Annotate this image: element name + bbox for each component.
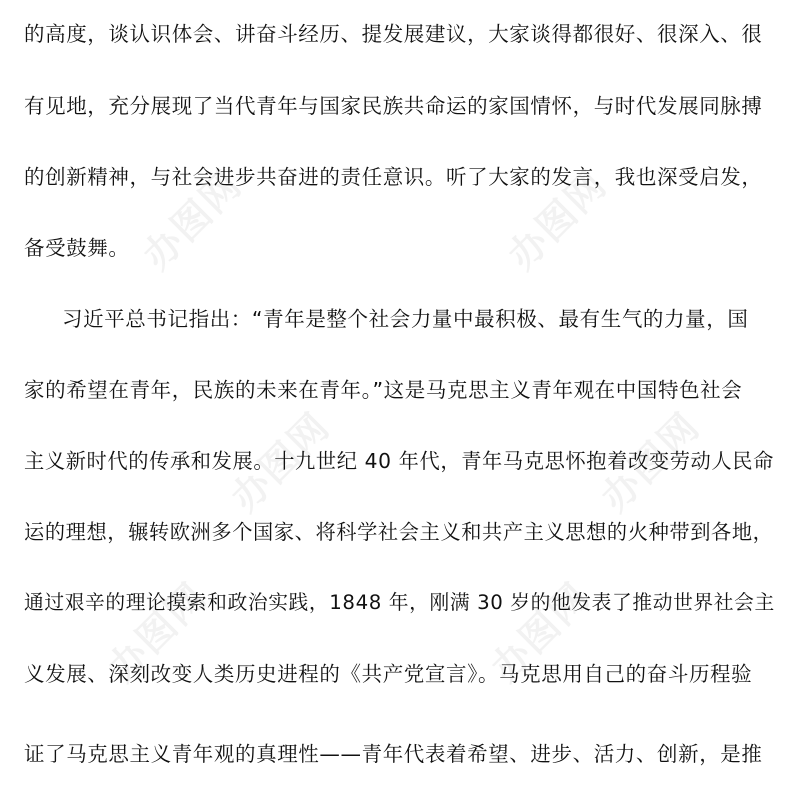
text-line: 有见地，充分展现了当代青年与国家民族共命运的家国情怀，与时代发展同脉搏 (24, 94, 763, 118)
text-line: 证了马克思主义青年观的真理性——青年代表着希望、进步、活力、创新，是推 (24, 742, 763, 766)
text-line: 备受鼓舞。 (24, 236, 130, 260)
text-line: 家的希望在青年，民族的未来在青年。”这是马克思主义青年观在中国特色社会 (24, 378, 743, 402)
text-line: 通过艰辛的理论摸索和政治实践，1848 年，刚满 30 岁的他发表了推动世界社会主 (24, 591, 775, 614)
text-line: 运的理想，辗转欧洲多个国家、将科学社会主义和共产主义思想的火种带到各地， (24, 520, 774, 544)
watermark: 办图网 (482, 573, 599, 690)
text-line: 的创新精神，与社会进步共奋进的责任意识。听了大家的发言，我也深受启发， (24, 165, 763, 189)
text-line: 的高度，谈认识体会、讲奋斗经历、提发展建议，大家谈得都很好、很深入、很 (24, 22, 763, 46)
paragraph-first-line: 习近平总书记指出：“青年是整个社会力量中最积极、最有生气的力量，国 (62, 307, 749, 331)
watermark: 办图网 (134, 161, 251, 278)
text-line: 主义新时代的传承和发展。十九世纪 40 年代，青年马克思怀抱着改变劳动人民命 (24, 449, 774, 473)
watermark: 办图网 (99, 573, 216, 690)
watermark: 办图网 (592, 403, 709, 520)
text-line: 义发展、深刻改变人类历史进程的《共产党宣言》。马克思用自己的奋斗历程验 (24, 662, 753, 686)
watermark: 办图网 (499, 161, 616, 278)
watermark: 办图网 (222, 403, 339, 520)
